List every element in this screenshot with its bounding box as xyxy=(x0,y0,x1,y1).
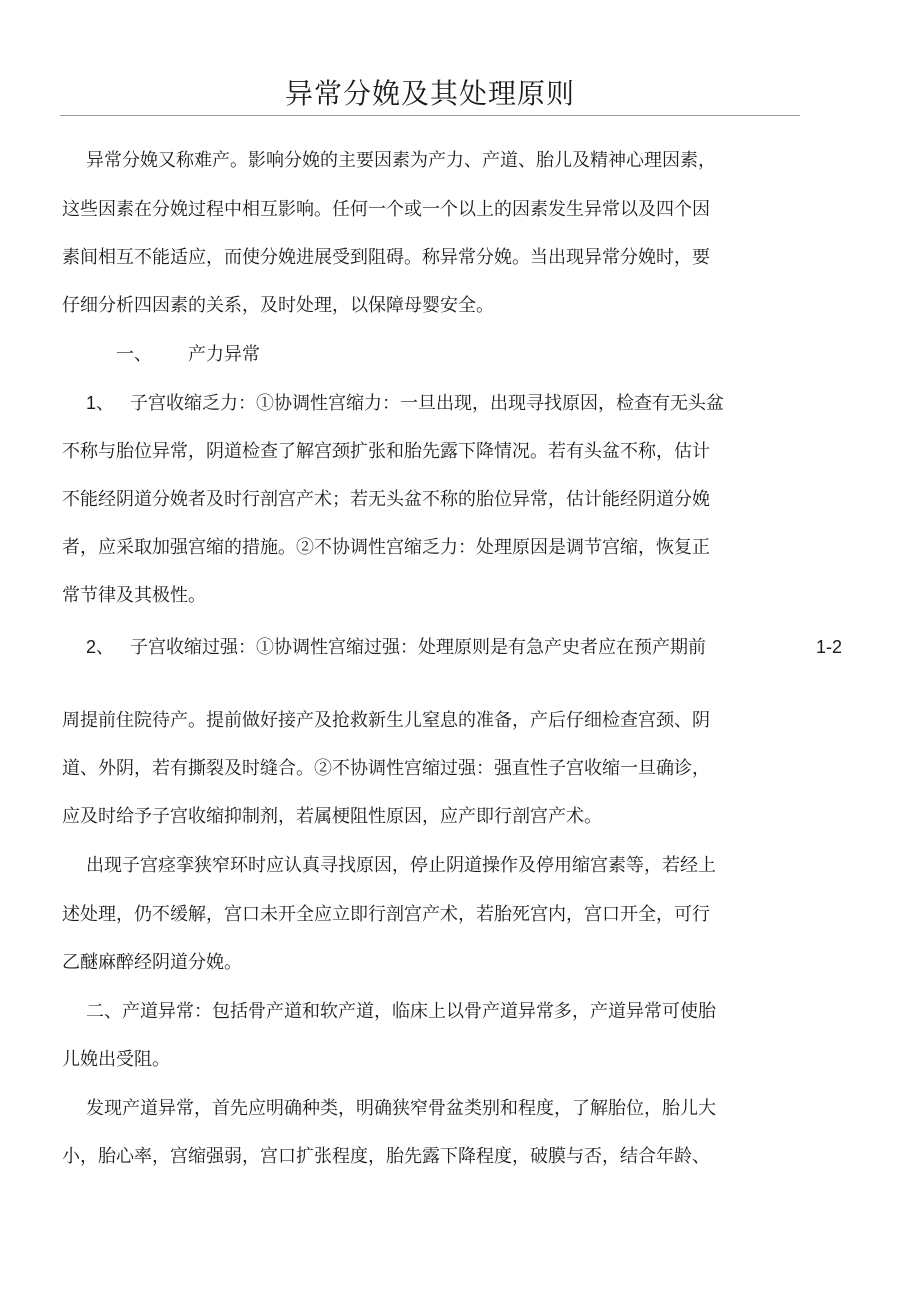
section-heading-1 xyxy=(116,340,616,370)
paragraph-line: 道、外阴，若有撕裂及时缝合。②不协调性宫缩过强：强直性子宫收缩一旦确诊， xyxy=(62,758,710,779)
paragraph-line: 素间相互不能适应，而使分娩进展受到阻碍。称异常分娩。当出现异常分娩时，要 xyxy=(62,247,710,268)
paragraph-line: 仔细分析四因素的关系，及时处理，以保障母婴安全。 xyxy=(62,295,494,316)
section-number: 一、 xyxy=(116,344,152,365)
paragraph-line: 发现产道异常，首先应明确种类，明确狭窄骨盆类别和程度，了解胎位，胎儿大 xyxy=(86,1098,716,1119)
paragraph-line: 周提前住院待产。提前做好接产及抢救新生儿窒息的准备，产后仔细检查宫颈、阴 xyxy=(62,710,710,731)
paragraph-line: 应及时给予子宫收缩抑制剂，若属梗阻性原因，应产即行剖宫产术。 xyxy=(62,806,602,827)
paragraph-line: 述处理，仍不缓解，宫口未开全应立即行剖宫产术，若胎死宫内，宫口开全，可行 xyxy=(62,904,710,925)
list-item-2 xyxy=(86,632,766,662)
paragraph-line: 乙醚麻醉经阴道分娩。 xyxy=(62,952,242,973)
paragraph-line: 者，应采取加强宫缩的措施。②不协调性宫缩乏力：处理原因是调节宫缩，恢复正 xyxy=(62,537,710,558)
paragraph-line: 常节律及其极性。 xyxy=(62,585,206,606)
item-text: 子宫收缩过强：①协调性宫缩过强：处理原则是有急产史者应在预产期前 xyxy=(130,637,706,658)
paragraph-line: 出现子宫痉挛狭窄环时应认真寻找原因，停止阴道操作及停用缩宫素等，若经上 xyxy=(86,855,716,876)
paragraph-line: 不称与胎位异常，阴道检查了解宫颈扩张和胎先露下降情况。若有头盆不称，估计 xyxy=(62,441,710,462)
list-item-1 xyxy=(86,388,766,418)
paragraph-line: 儿娩出受阻。 xyxy=(62,1049,170,1070)
paragraph-line: 不能经阴道分娩者及时行剖宫产术；若无头盆不称的胎位异常，估计能经阴道分娩 xyxy=(62,489,710,510)
section-label: 产力异常 xyxy=(188,344,260,365)
paragraph-line: 小，胎心率，宫缩强弱，宫口扩张程度，胎先露下降程度，破膜与否，结合年龄、 xyxy=(62,1146,710,1167)
period-range-value: 1-2 xyxy=(816,637,843,657)
document-title: 异常分娩及其处理原则 xyxy=(284,77,575,110)
item-number: 2、 xyxy=(86,637,115,657)
title-divider xyxy=(60,115,800,116)
paragraph-line: 异常分娩又称难产。影响分娩的主要因素为产力、产道、胎儿及精神心理因素， xyxy=(86,150,716,171)
item-text: 子宫收缩乏力：①协调性宫缩力：一旦出现，出现寻找原因，检查有无头盆 xyxy=(130,393,724,414)
section-heading-2: 二、产道异常：包括骨产道和软产道，临床上以骨产道异常多，产道异常可使胎 xyxy=(86,1001,716,1022)
item-number: 1、 xyxy=(86,393,115,413)
paragraph-line: 这些因素在分娩过程中相互影响。任何一个或一个以上的因素发生异常以及四个因 xyxy=(62,199,710,220)
